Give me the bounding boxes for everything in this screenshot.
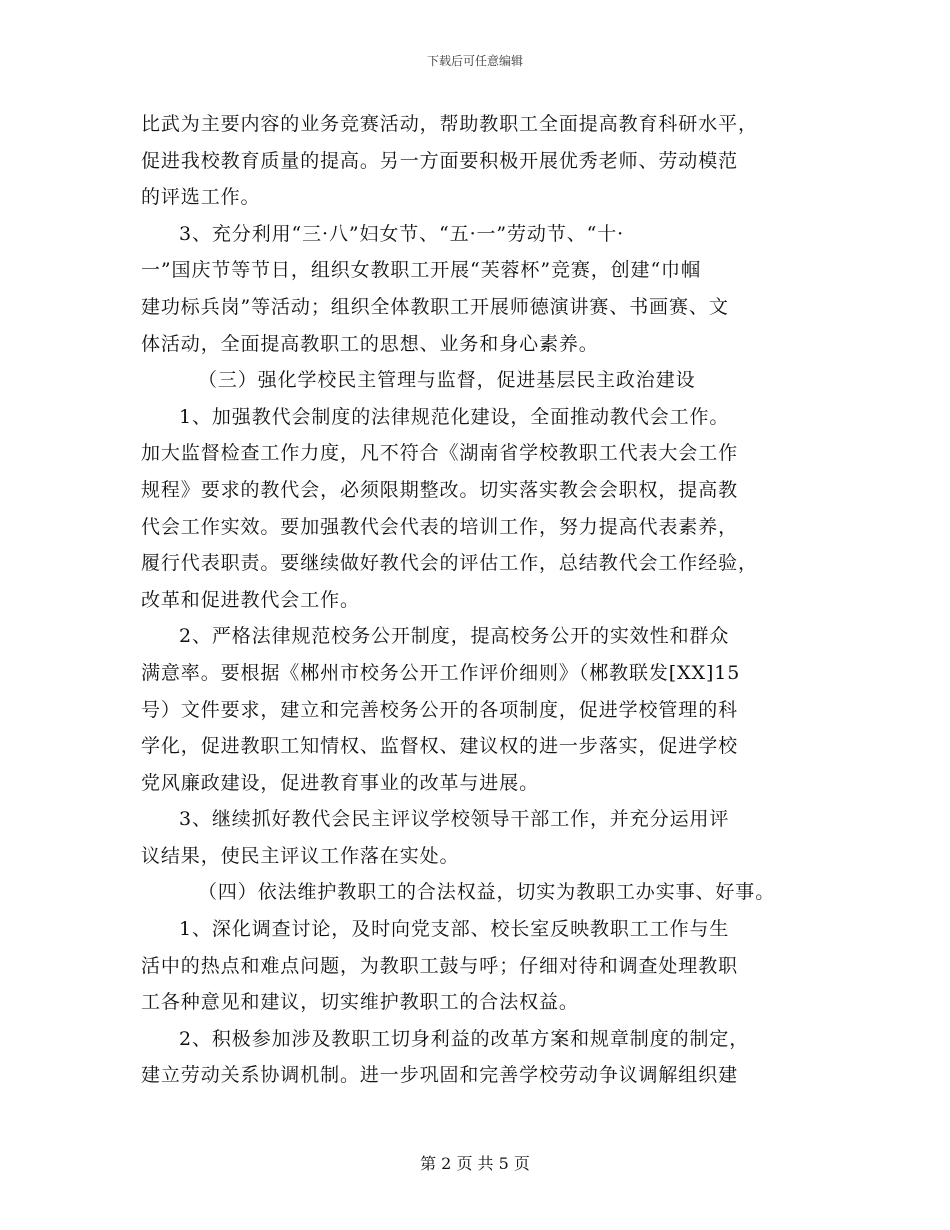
paragraph-first-line: 1、深化调查讨论，及时向党支部、校长室反映教职工工作与生 [179,918,730,941]
paragraph-first-line: 3、继续抓好教代会民主评议学校领导干部工作，并充分运用评 [179,808,730,831]
text-line: 建立劳动关系协调机制。进一步巩固和完善学校劳动争议调解组织建 [141,1064,739,1087]
section-heading: （四）依法维护教职工的合法权益，切实为教职工办实事、好事。 [198,881,776,904]
text-line: 比武为主要内容的业务竞赛活动，帮助教职工全面提高教育科研水平， [141,113,758,135]
text-line: 的评选工作。 [141,186,261,209]
text-line: 促进我校教育质量的提高。另一方面要积极开展优秀老师、劳动模范 [141,149,739,172]
text-line: 体活动，全面提高教职工的思想、业务和身心素养。 [141,332,599,355]
text-line: 满意率。要根据《郴州市校务公开工作评价细则》（郴教联发[XX]15 [141,661,741,684]
paragraph-first-line: 2、严格法律规范校务公开制度，提高校务公开的实效性和群众 [179,625,730,648]
section-heading: （三）强化学校民主管理与监督，促进基层民主政治建设 [198,369,696,392]
text-line: 规程》要求的教代会，必须限期整改。切实落实教会会职权，提高教 [141,478,739,501]
paragraph-first-line: 3、充分利用“三·八”妇女节、“五·一”劳动节、“十· [179,222,625,245]
paragraph-first-line: 1、加强教代会制度的法律规范化建设，全面推动教代会工作。 [179,405,730,428]
text-line: 改革和促进教代会工作。 [141,588,360,611]
text-line: 党风廉政建设，促进教育事业的改革与进展。 [141,771,540,794]
text-line: 议结果，使民主评议工作落在实处。 [141,844,460,867]
text-line: 加大监督检查工作力度，凡不符合《湖南省学校教职工代表大会工作 [141,442,739,465]
page-header: 下载后可任意编辑 [426,54,523,68]
text-line: 工各种意见和建议，切实维护教职工的合法权益。 [141,991,579,1014]
page-number: 第 2 页 共 5 页 [420,1154,530,1173]
text-line: 一”国庆节等节日，组织女教职工开展“芙蓉杯”竞赛，创建“巾帼 [141,259,701,282]
paragraph-first-line: 2、积极参加涉及教职工切身利益的改革方案和规章制度的制定， [179,1027,750,1050]
text-line: 活中的热点和难点问题，为教职工鼓与呼；仔细对待和调查处理教职 [141,954,739,977]
text-line: 号）文件要求，建立和完善校务公开的各项制度，促进学校管理的科 [141,698,739,721]
text-line: 学化，促进教职工知情权、监督权、建议权的进一步落实，促进学校 [141,735,739,758]
text-line: 建功标兵岗”等活动；组织全体教职工开展师德演讲赛、书画赛、文 [141,295,729,318]
text-line: 代会工作实效。要加强教代会代表的培训工作，努力提高代表素养， [141,515,739,538]
text-line: 履行代表职责。要继续做好教代会的评估工作，总结教代会工作经验， [141,552,758,575]
document-body [141,106,831,1094]
